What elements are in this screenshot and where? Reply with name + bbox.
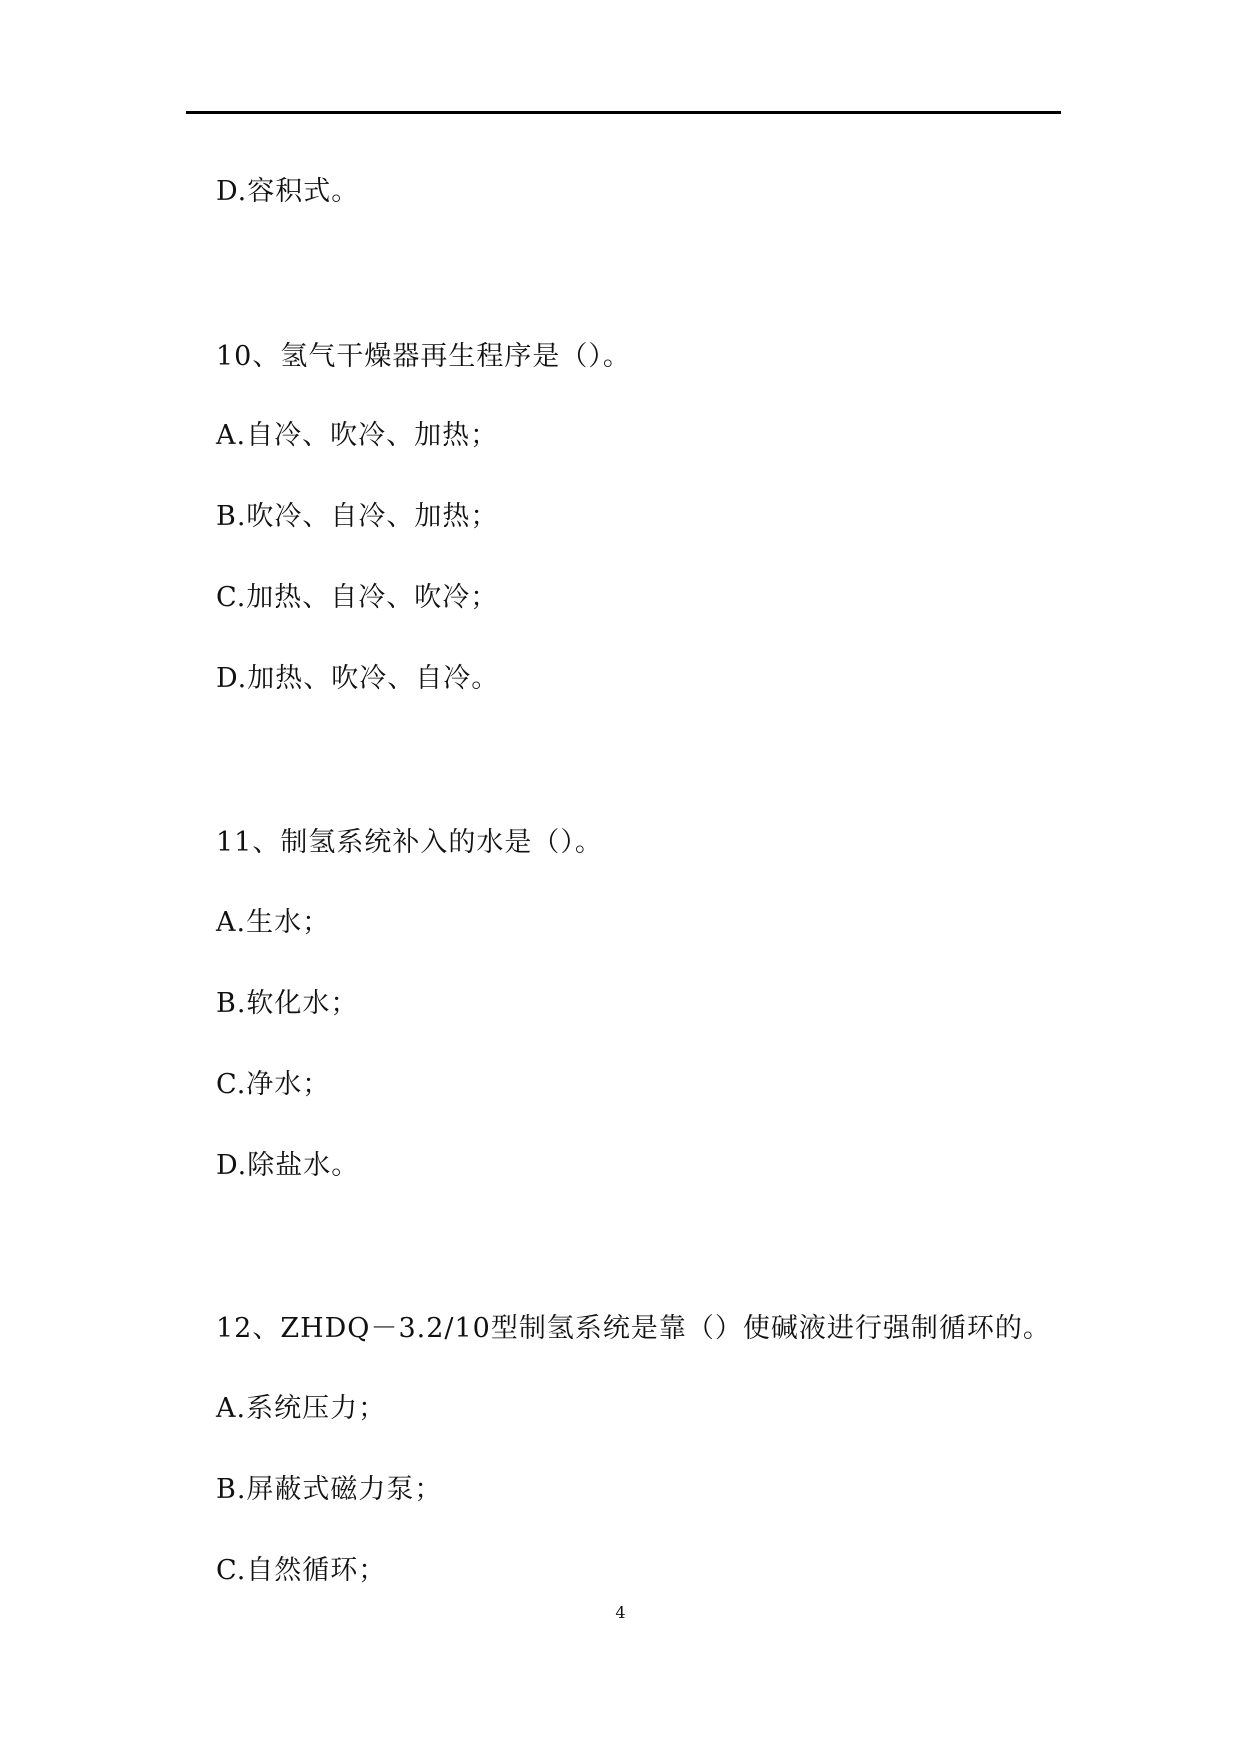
q12-option-a: A.系统压力； bbox=[216, 1393, 387, 1424]
q11-option-d: D.除盐水。 bbox=[216, 1150, 360, 1181]
header-rule bbox=[186, 111, 1061, 114]
q10-option-a: A.自冷、吹冷、加热； bbox=[216, 420, 499, 451]
q10-option-b: B.吹冷、自冷、加热； bbox=[216, 501, 499, 532]
q10-option-c: C.加热、自冷、吹冷； bbox=[216, 582, 499, 613]
q12-option-b: B.屏蔽式磁力泵； bbox=[216, 1474, 443, 1505]
page-number: 4 bbox=[615, 1603, 626, 1622]
q9-option-d: D.容积式。 bbox=[216, 176, 360, 207]
q11-question: 11、制氢系统补入的水是（）。 bbox=[216, 827, 603, 858]
q10-option-d: D.加热、吹冷、自冷。 bbox=[216, 663, 500, 694]
q11-option-a: A.生水； bbox=[216, 907, 331, 938]
q10-question: 10、氢气干燥器再生程序是（）。 bbox=[216, 341, 631, 372]
q11-option-b: B.软化水； bbox=[216, 988, 359, 1019]
q12-option-c: C.自然循环； bbox=[216, 1555, 387, 1586]
q11-option-c: C.净水； bbox=[216, 1069, 331, 1100]
q12-question: 12、ZHDQ－3.2/10型制氢系统是靠（）使碱液进行强制循环的。 bbox=[216, 1313, 1051, 1344]
